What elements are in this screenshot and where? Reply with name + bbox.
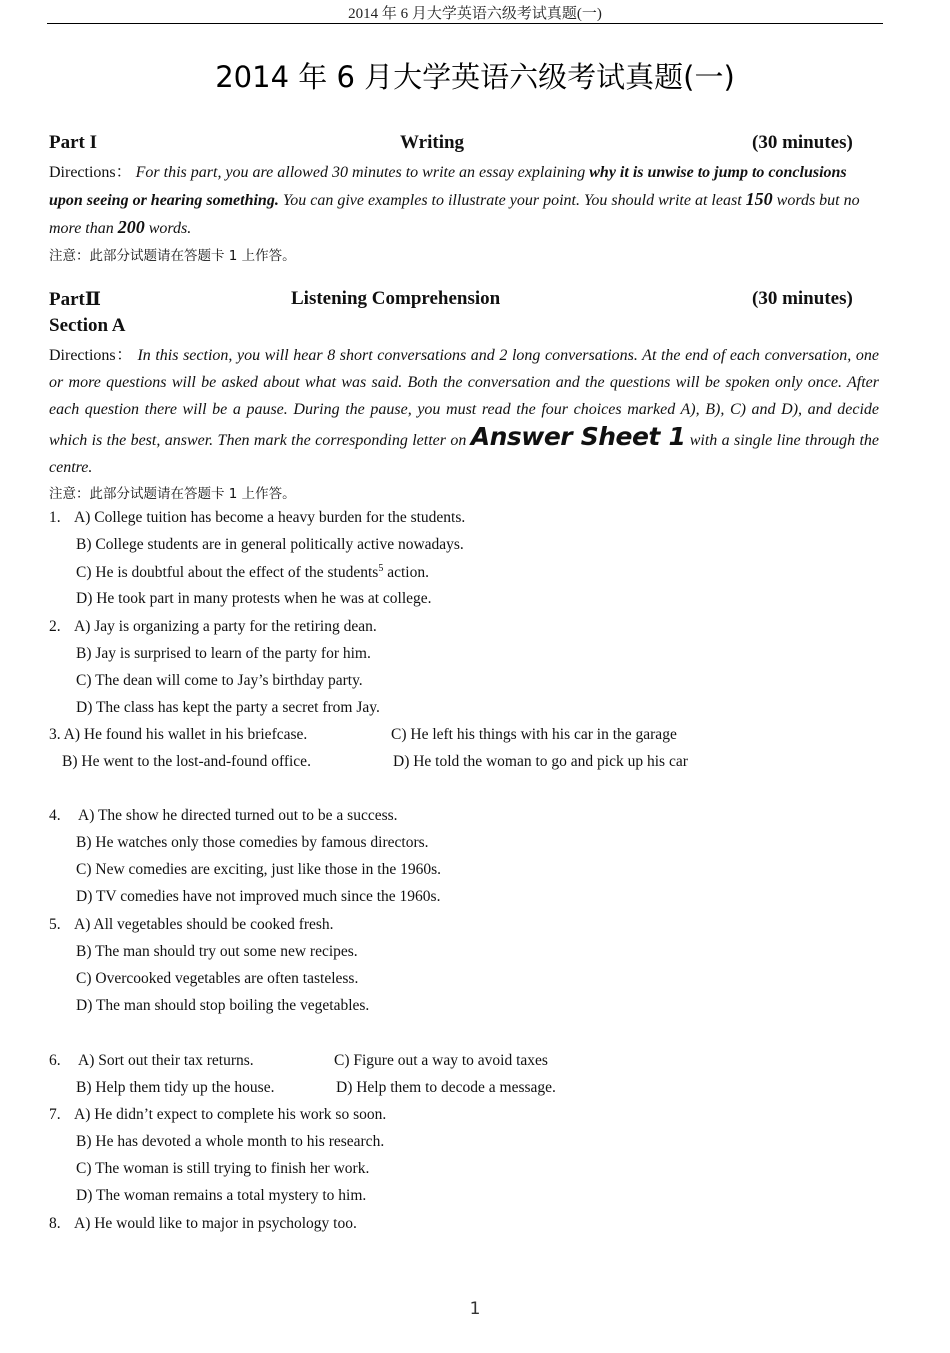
- section-a-heading: Section A: [49, 315, 126, 336]
- q6-option-d: D) Help them to decode a message.: [336, 1079, 556, 1096]
- q8-number: 8.: [49, 1215, 61, 1232]
- q4-option-d: D) TV comedies have not improved much since the 1960s.: [76, 888, 441, 905]
- q1-option-b: B) College students are in general politically active nowadays.: [76, 536, 464, 553]
- q3-option-a: 3. A) He found his wallet in his briefcase.: [49, 726, 308, 743]
- q5-option-c: C) Overcooked vegetables are often tasteless.: [76, 970, 359, 987]
- q2-option-b: B) Jay is surprised to learn of the party for him.: [76, 645, 371, 662]
- q2-option-a: A) Jay is organizing a party for the retiring dean.: [74, 618, 377, 635]
- q1-option-a: A) College tuition has become a heavy burden for the students.: [74, 509, 466, 526]
- part1-time: (30 minutes): [752, 132, 853, 153]
- running-header: 2014 年 6 月大学英语六级考试真题(一): [348, 6, 602, 22]
- q5-number: 5.: [49, 916, 61, 933]
- q4-option-c: C) New comedies are exciting, just like those in the 1960s.: [76, 861, 442, 878]
- part2-time: (30 minutes): [752, 288, 853, 309]
- q8-option-a: A) He would like to major in psychology too.: [74, 1215, 357, 1232]
- part2-label: PartⅡ: [49, 289, 101, 310]
- q5-option-d: D) The man should stop boiling the vegetables.: [76, 997, 370, 1014]
- q7-option-a: A) He didn’t expect to complete his work so soon.: [74, 1106, 387, 1123]
- q2-option-d: D) The class has kept the party a secret from Jay.: [76, 699, 380, 716]
- page-number: 1: [469, 1299, 481, 1319]
- q1-number: 1.: [49, 509, 61, 526]
- q7-option-c: C) The woman is still trying to finish her work.: [76, 1160, 370, 1177]
- q1-option-d: D) He took part in many protests when he was at college.: [76, 590, 432, 607]
- q3-option-b: B) He went to the lost-and-found office.: [62, 753, 311, 770]
- q5-option-a: A) All vegetables should be cooked fresh.: [74, 916, 334, 933]
- q2-option-c: C) The dean will come to Jay’s birthday party.: [76, 672, 363, 689]
- q6-number: 6.: [49, 1052, 61, 1069]
- q4-option-b: B) He watches only those comedies by famous directors.: [76, 834, 429, 851]
- q7-number: 7.: [49, 1106, 61, 1123]
- directions-label: Directions：: [49, 347, 133, 364]
- q7-option-d: D) The woman remains a total mystery to him.: [76, 1187, 367, 1204]
- part1-directions: Directions： For this part, you are allowed 30 minutes to write an essay explaining why it is unwise to jump to conclusions upon seeing or hearing something. You can give examples to illustrate your point. You should write at least 150 words but no more than 200 words.: [49, 164, 860, 237]
- q3-option-c: C) He left his things with his car in the garage: [391, 726, 677, 743]
- q7-option-b: B) He has devoted a whole month to his research.: [76, 1133, 385, 1150]
- q6-option-c: C) Figure out a way to avoid taxes: [334, 1052, 548, 1069]
- part2-directions: Directions： In this section, you will hear 8 short conversations and 2 long conversations. At the end of each conversation, one or more questions will be asked about what was said. Both the conversation and the questions will be spoken only once. After each question there will be a pause. During the pause, you must read the four choices marked A), B), C) and D), and decide which is the best, answer. Then mark the corresponding letter on Answer Sheet 1 with a single line through the centre.: [49, 347, 879, 476]
- part2-note: 注意：此部分试题请在答题卡 1 上作答。: [49, 486, 296, 502]
- header-rule: [47, 23, 883, 24]
- q4-option-a: A) The show he directed turned out to be a success.: [78, 807, 398, 824]
- q3-option-d: D) He told the woman to go and pick up his car: [393, 753, 688, 770]
- q6-option-b: B) Help them tidy up the house.: [76, 1079, 275, 1096]
- q4-number: 4.: [49, 807, 61, 824]
- q6-option-a: A) Sort out their tax returns.: [78, 1052, 254, 1069]
- directions-label: Directions：: [49, 164, 132, 181]
- part1-label: Part I: [49, 132, 98, 153]
- part2-name: Listening Comprehension: [291, 288, 501, 309]
- q5-option-b: B) The man should try out some new recipes.: [76, 943, 358, 960]
- q2-number: 2.: [49, 618, 61, 635]
- q1-option-c: C) He is doubtful about the effect of the students$^5$ action.: [76, 563, 429, 582]
- page-title: 2014 年 6 月大学英语六级考试真题(一): [215, 60, 735, 94]
- answer-sheet-emphasis: Answer Sheet 1: [470, 422, 686, 451]
- part1-note: 注意：此部分试题请在答题卡 1 上作答。: [49, 248, 296, 264]
- part1-name: Writing: [400, 132, 465, 153]
